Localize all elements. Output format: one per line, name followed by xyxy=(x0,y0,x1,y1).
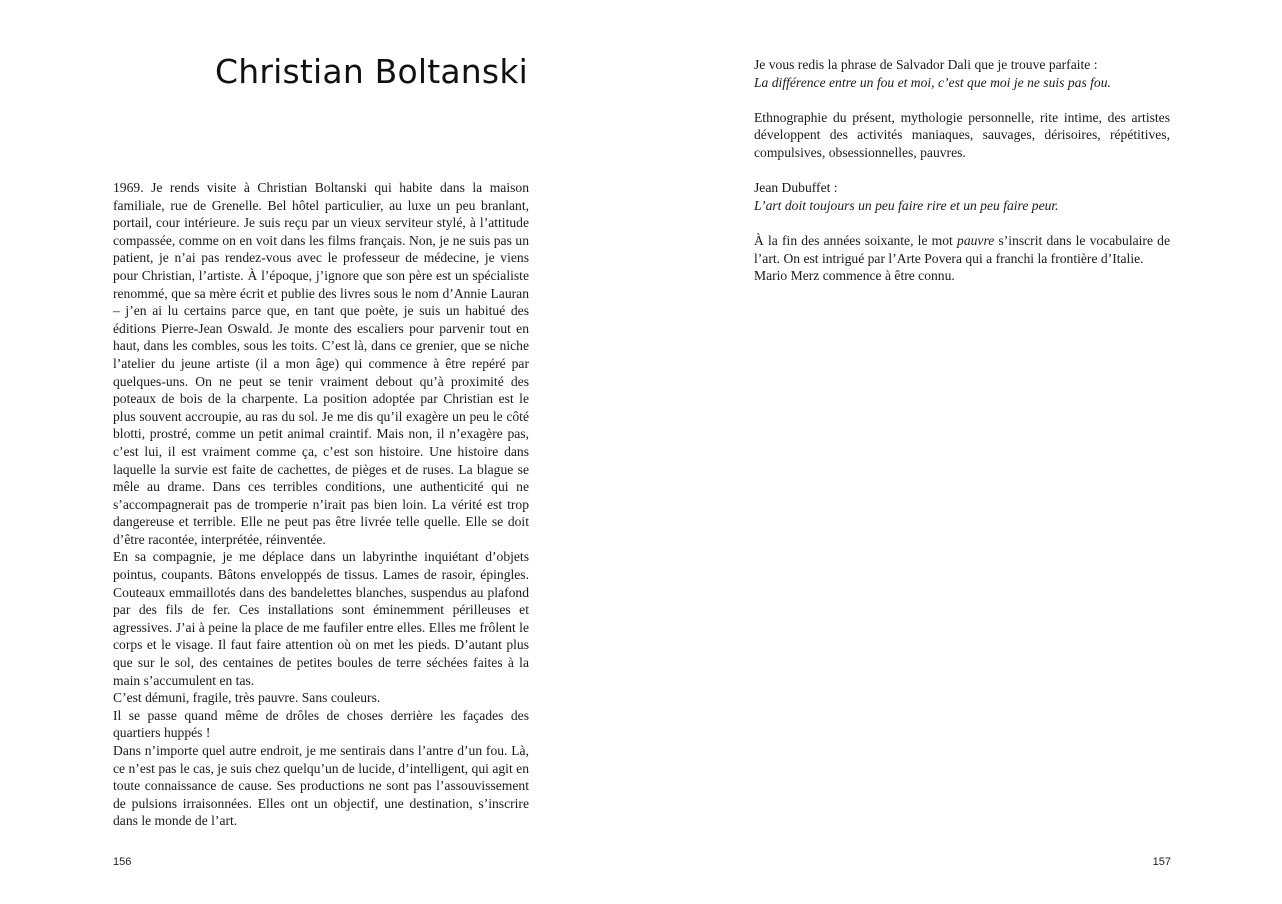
page-number-left: 156 xyxy=(113,856,132,868)
paragraph-poor: C’est démuni, fragile, très pauvre. Sans couleurs. xyxy=(113,690,381,706)
arte-povera-paragraph: À la fin des années soixante, le mot pauvre s’inscrit dans le vocabulaire de l’art. On est intrigué par l’Arte Povera qui a franchi la frontière d’Italie. xyxy=(754,232,1170,266)
ethnography-block xyxy=(754,109,1170,162)
merz-line: Mario Merz commence à être connu. xyxy=(754,268,955,284)
pauvre-word: pauvre xyxy=(957,232,995,248)
paragraph-lucid: Dans n’importe quel autre endroit, je me sentirais dans l’antre d’un fou. Là, ce n’est pas le cas, je suis chez quelqu’un de lucide, d’intelligent, qui agit en toute connaissance de cause. Ses productions ne sont pas l’assouvissement de pulsions irraisonnées. Elles ont un objectif, une destination, s’inscrire dans le monde de l’art. xyxy=(113,743,529,829)
paragraph-facades: Il se passe quand même de drôles de choses derrière les façades des quartiers huppés ! xyxy=(113,707,529,741)
dubuffet-name: Jean Dubuffet : xyxy=(754,180,838,196)
paragraph-visit: 1969. Je rends visite à Christian Boltanski qui habite dans la maison familiale, rue de Grenelle. Bel hôtel particulier, au luxe un peu branlant, portail, cour intérieure. Je suis reçu par un vieux serviteur stylé, à l’attitude compassée, comme on en voit dans les films français. Non, je ne suis pas un patient, je n’ai pas rendez-vous avec le professeur de médecine, je viens pour Christian, l’artiste. À l’époque, j’ignore que son père est un spécialiste renommé, que sa mère écrit et publie des livres sous le nom d’Annie Lauran – j’en ai lu certains parce que, en tant que poète, je suis un habitué des éditions Pierre-Jean Oswald. Je monte des escaliers pour parvenir tout en haut, dans les combles, sous les toits. C’est là, dans ce grenier, que se niche l’atelier du jeune artiste (il a mon âge) qui commence à être repéré par quelques-uns. On ne peut se tenir vraiment debout qu’à proximité des poteaux de bois de la charpente. La position adoptée par Christian est le plus souvent accroupie, au ras du sol. Je me dis qu’il exagère un peu le côté blotti, prostré, comme un petit animal craintif. Mais non, il n’exagère pas, c’est lui, il est vraiment comme ça, c’est son histoire. Une histoire dans laquelle la survie est faite de cachettes, de pièges et de ruses. La blague se mêle au drame. Dans ces terribles conditions, une authenticité qui ne s’accompagnerait pas de tromperie n’irait pas bien loin. La vérité est trop dangereuse et terrible. Elle ne peut pas être livrée telle quelle. Elle se doit d’être racontée, interprétée, réinventée. xyxy=(113,180,529,547)
dali-intro: Je vous redis la phrase de Salvador Dali que je trouve parfaite : xyxy=(754,57,1098,72)
page-number-right: 157 xyxy=(1152,856,1171,868)
dubuffet-block xyxy=(754,179,1170,214)
right-body-text xyxy=(754,56,1170,302)
chapter-title: Christian Boltanski xyxy=(215,52,528,91)
arte-povera-block xyxy=(754,232,1170,285)
paragraph-labyrinth: En sa compagnie, je me déplace dans un labyrinthe inquiétant d’objets pointus, coupants. Bâtons enveloppés de tissus. Lames de rasoir, épingles. Couteaux emmaillotés dans des bandelettes blanches, suspendus au plafond par des fils de fer. Ces installations sont éminemment périlleuses et agressives. J’ai à peine la place de me faufiler entre elles. Elles me frôlent le corps et le visage. Il faut faire attention où on met les pieds. D’autant plus que sur le sol, des centaines de petites boules de terre séchées faites à la main s’accumulent en tas. xyxy=(113,549,529,688)
dali-block xyxy=(754,56,1170,91)
dubuffet-quote: L’art doit toujours un peu faire rire et un peu faire peur. xyxy=(754,197,1059,213)
ethnography-paragraph: Ethnographie du présent, mythologie personnelle, rite intime, des artistes développent des activités maniaques, sauvages, dérisoires, répétitives, compulsives, obsessionnelles, pauvres. xyxy=(754,109,1170,160)
right-page xyxy=(641,0,1282,904)
left-body-text xyxy=(113,179,529,830)
dali-quote: La différence entre un fou et moi, c’est que moi je ne suis pas fou. xyxy=(754,74,1111,90)
